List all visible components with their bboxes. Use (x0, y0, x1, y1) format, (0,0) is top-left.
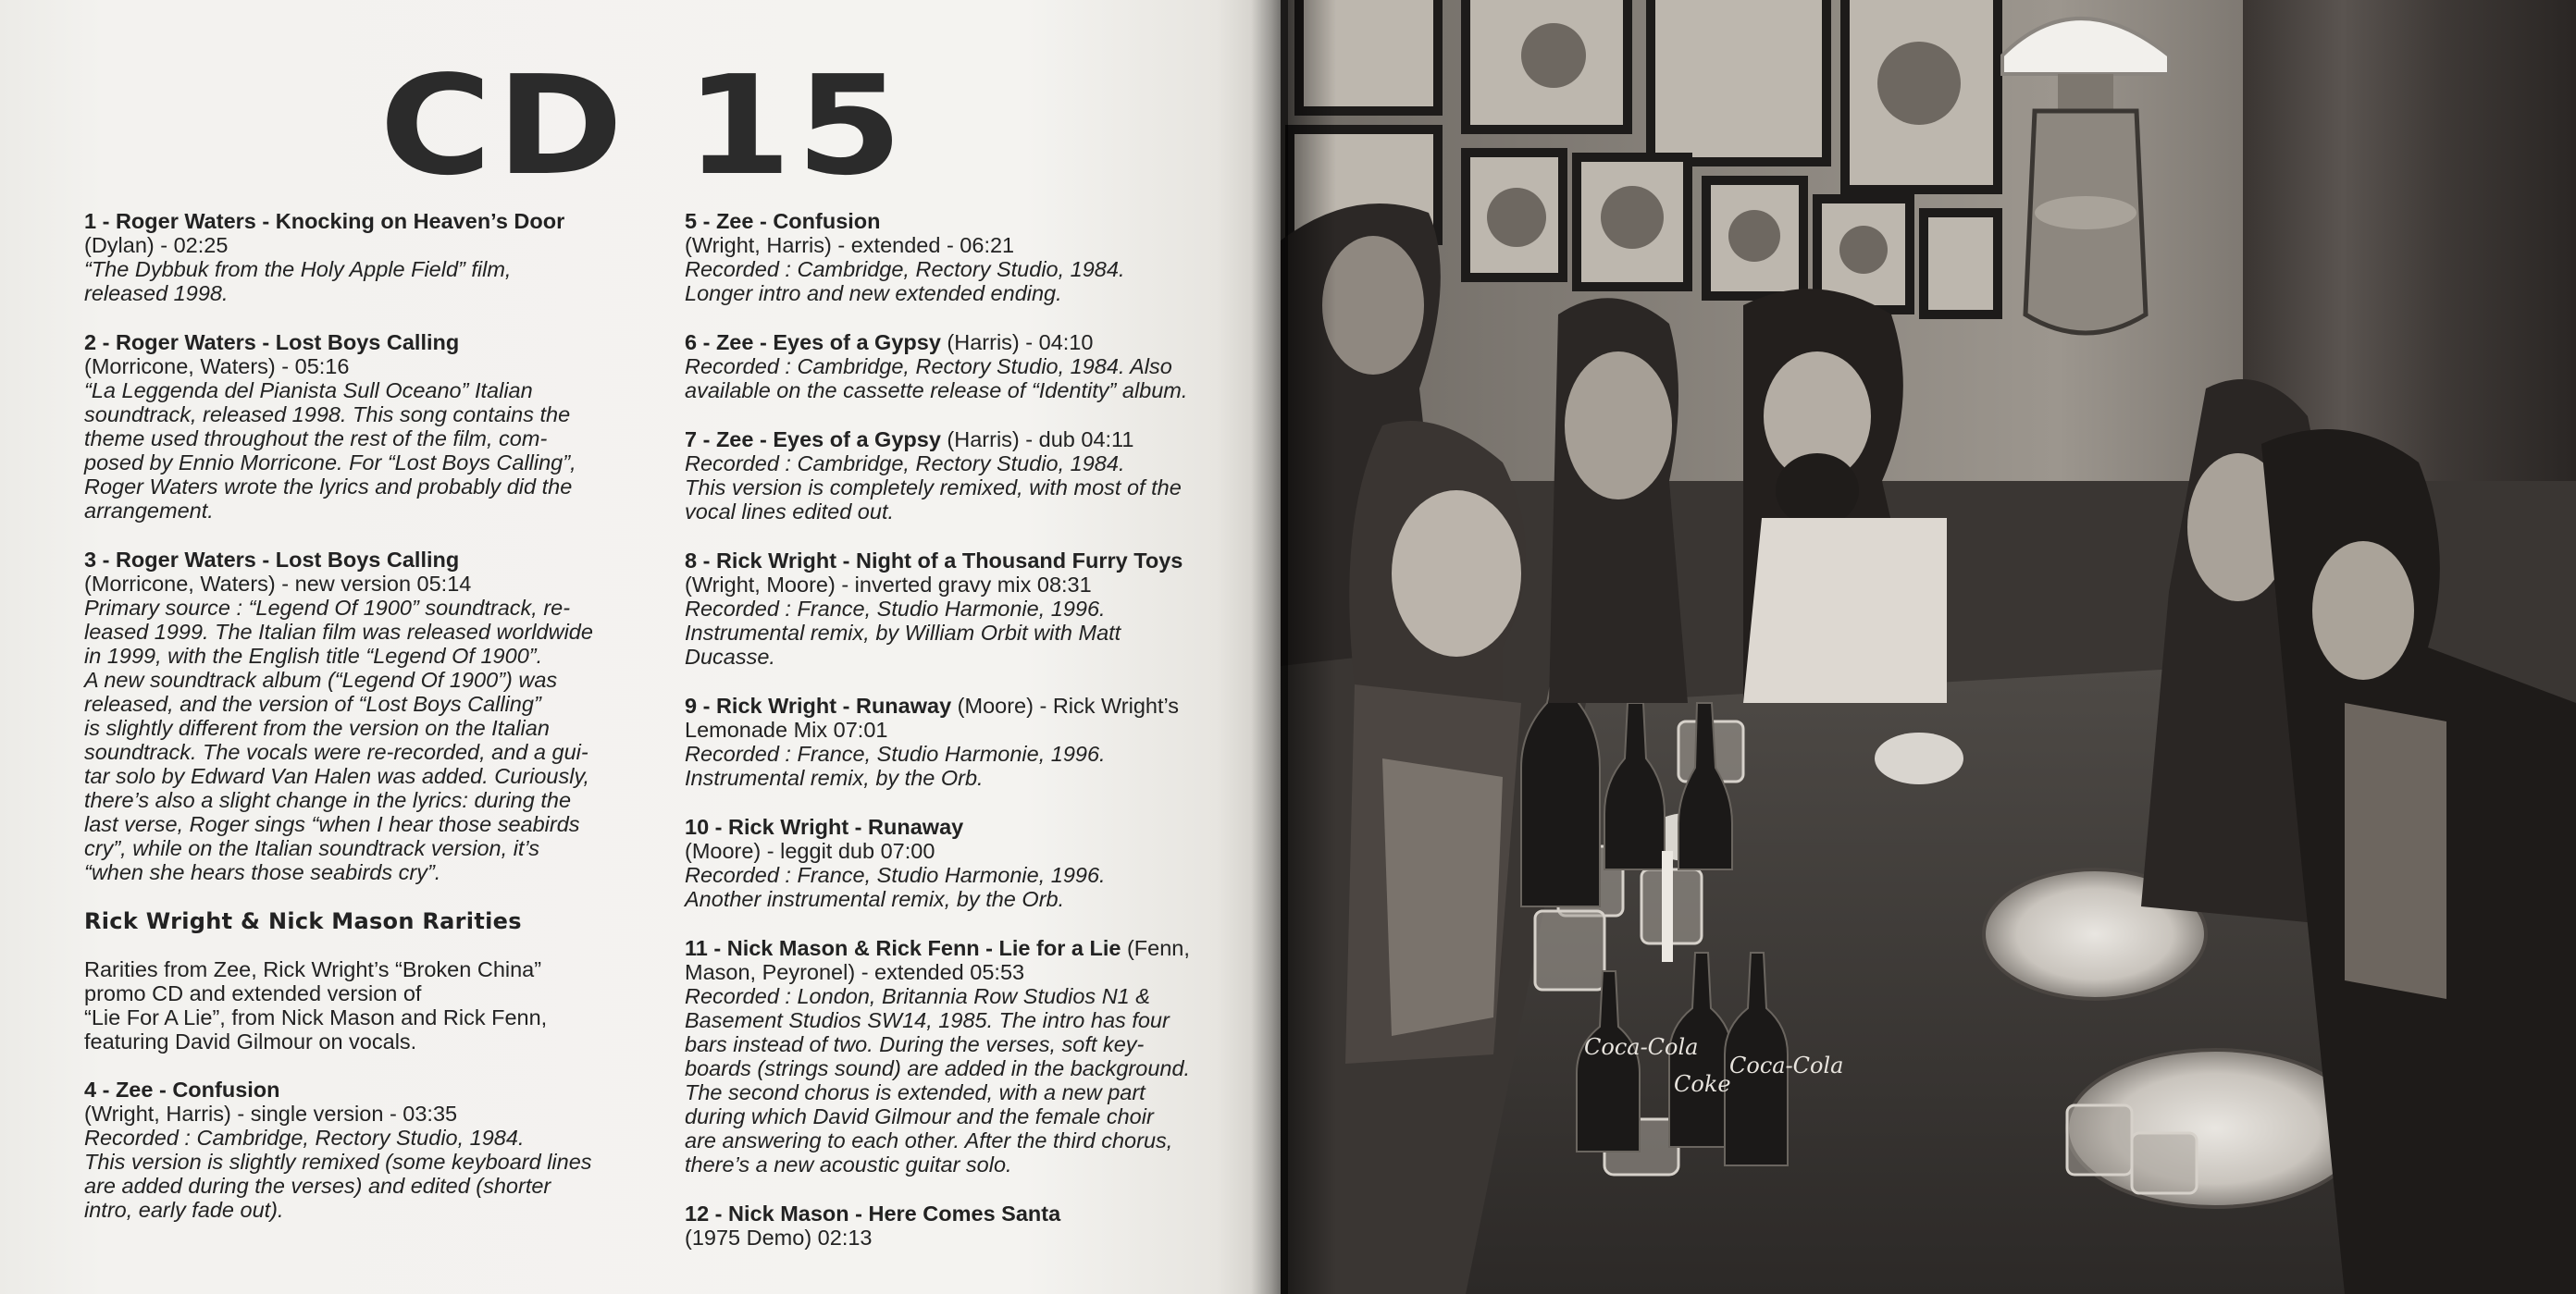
section-heading: Rick Wright & Nick Mason Rarities (84, 908, 522, 934)
track-note: there’s a new acoustic guitar solo. (685, 1152, 1012, 1177)
track-note: The second chorus is extended, with a new part (685, 1080, 1146, 1104)
track-note: bars instead of two. During the verses, soft key- (685, 1032, 1145, 1056)
track-entry (685, 815, 1240, 911)
track-note: are added during the verses) and edited (shorter (84, 1174, 551, 1198)
track-title-line (685, 1202, 1240, 1226)
track-note: Recorded : Cambridge, Rectory Studio, 1984. Also (685, 354, 1172, 378)
track-note: arrangement. (84, 499, 214, 523)
track-note: Roger Waters wrote the lyrics and probably did the (84, 474, 573, 499)
page-title: CD 15 (379, 46, 908, 205)
track-title-line (685, 694, 1240, 718)
track-note: “The Dybbuk from the Holy Apple Field” film, (84, 257, 512, 281)
track-title-line (84, 209, 639, 233)
track-note: are answering to each other. After the third chorus, (685, 1128, 1173, 1152)
track-entry (84, 1078, 639, 1222)
track-note: soundtrack. The vocals were re-recorded, and a gui- (84, 740, 588, 764)
track-note: Ducasse. (685, 645, 775, 669)
track-entry (685, 330, 1240, 402)
track-credits: (Morricone, Waters) - new version 05:14 (84, 572, 472, 596)
track-credits: (1975 Demo) 02:13 (685, 1226, 873, 1250)
track-title-line (685, 330, 1240, 354)
book-spine-shadow (1251, 0, 1288, 1294)
track-credits: (Wright, Moore) - inverted gravy mix 08:31 (685, 573, 1092, 597)
track-title: 1 - Roger Waters - Knocking on Heaven’s Door (84, 209, 565, 233)
section-intro-line: Rarities from Zee, Rick Wright’s “Broken China” (84, 957, 542, 981)
track-note: last verse, Roger sings “when I hear those seabirds (84, 812, 580, 836)
section-intro-line: featuring David Gilmour on vocals. (84, 1029, 417, 1054)
track-note: Recorded : Cambridge, Rectory Studio, 1984. (84, 1126, 525, 1150)
bottle-label: Coke (1674, 1071, 1731, 1097)
track-title-line (685, 209, 1240, 233)
track-note: vocal lines edited out. (685, 499, 895, 524)
track-title: 10 - Rick Wright - Runaway (685, 815, 964, 839)
track-note: Instrumental remix, by William Orbit with Matt (685, 621, 1121, 645)
track-title-line (685, 936, 1240, 960)
track-note: available on the cassette release of “Identity” album. (685, 378, 1188, 402)
track-title: 8 - Rick Wright - Night of a Thousand Furry Toys (685, 548, 1183, 573)
section-intro-line: “Lie For A Lie”, from Nick Mason and Rick Fenn, (84, 1005, 548, 1029)
track-title: 6 - Zee - Eyes of a Gypsy (685, 330, 941, 354)
track-credits: (Fenn, (1121, 936, 1190, 960)
bottle-label: Coca-Cola (1584, 1034, 1699, 1060)
track-title: 4 - Zee - Confusion (84, 1078, 280, 1102)
right-page-photo (1281, 0, 2576, 1294)
track-column-left (84, 209, 639, 1247)
track-note: This version is completely remixed, with most of the (685, 475, 1182, 499)
track-title: 12 - Nick Mason - Here Comes Santa (685, 1202, 1061, 1226)
track-note: soundtrack, released 1998. This song contains the (84, 402, 571, 426)
track-note: Recorded : London, Britannia Row Studios N1 & (685, 984, 1150, 1008)
track-credits: (Moore) - Rick Wright’s (951, 694, 1180, 718)
track-title-line (685, 427, 1240, 451)
track-note: Recorded : France, Studio Harmonie, 1996. (685, 597, 1106, 621)
band-photo (1281, 0, 2576, 1294)
track-note: released 1998. (84, 281, 229, 305)
track-credits: (Wright, Harris) - single version - 03:35 (84, 1102, 458, 1126)
track-entry (685, 427, 1240, 524)
track-note: intro, early fade out). (84, 1198, 284, 1222)
track-entry (685, 694, 1240, 790)
track-credits: (Harris) - dub 04:11 (940, 427, 1134, 451)
track-note: Another instrumental remix, by the Orb. (685, 887, 1065, 911)
track-title: 11 - Nick Mason & Rick Fenn - Lie for a Lie (685, 936, 1121, 960)
track-credits: (Moore) - leggit dub 07:00 (685, 839, 935, 863)
track-title: 5 - Zee - Confusion (685, 209, 881, 233)
track-note: Instrumental remix, by the Orb. (685, 766, 984, 790)
bottle-label: Coca-Cola (1729, 1053, 1844, 1078)
track-note: Recorded : Cambridge, Rectory Studio, 1984. (685, 257, 1125, 281)
track-credits: (Harris) - 04:10 (940, 330, 1094, 354)
track-note: during which David Gilmour and the female choir (685, 1104, 1154, 1128)
track-credits: (Wright, Harris) - extended - 06:21 (685, 233, 1015, 257)
track-title: 3 - Roger Waters - Lost Boys Calling (84, 548, 460, 572)
track-note: cry”, while on the Italian soundtrack version, it’s (84, 836, 539, 860)
track-note: leased 1999. The Italian film was released worldwide (84, 620, 593, 644)
track-note: Primary source : “Legend Of 1900” soundtrack, re- (84, 596, 571, 620)
track-note: “La Leggenda del Pianista Sull Oceano” Italian (84, 378, 533, 402)
track-note: in 1999, with the English title “Legend Of 1900”. (84, 644, 543, 668)
track-credits: (Dylan) - 02:25 (84, 233, 229, 257)
track-title: 9 - Rick Wright - Runaway (685, 694, 952, 718)
track-title-line (84, 1078, 639, 1102)
track-title-line (685, 548, 1240, 573)
track-note: there’s also a slight change in the lyrics: during the (84, 788, 572, 812)
track-note: Longer intro and new extended ending. (685, 281, 1062, 305)
track-note: Recorded : France, Studio Harmonie, 1996. (685, 863, 1106, 887)
track-note: “when she hears those seabirds cry”. (84, 860, 441, 884)
track-note: posed by Ennio Morricone. For “Lost Boys Calling”, (84, 450, 576, 474)
track-title-line (685, 815, 1240, 839)
section-intro (84, 957, 639, 1054)
track-title-line (84, 330, 639, 354)
track-title: 2 - Roger Waters - Lost Boys Calling (84, 330, 460, 354)
track-entry (685, 209, 1240, 305)
track-note: released, and the version of “Lost Boys Calling” (84, 692, 541, 716)
track-credits: (Morricone, Waters) - 05:16 (84, 354, 350, 378)
section-intro-line: promo CD and extended version of (84, 981, 422, 1005)
track-column-right (685, 209, 1240, 1275)
track-entry (84, 548, 639, 884)
track-note: theme used throughout the rest of the film, com- (84, 426, 548, 450)
track-title-line (84, 548, 639, 572)
track-title: 7 - Zee - Eyes of a Gypsy (685, 427, 941, 451)
left-page (0, 0, 1281, 1294)
track-note: This version is slightly remixed (some keyboard lines (84, 1150, 592, 1174)
track-entry (685, 548, 1240, 669)
track-entry (685, 1202, 1240, 1250)
track-note: Recorded : France, Studio Harmonie, 1996. (685, 742, 1106, 766)
track-note: Basement Studios SW14, 1985. The intro has four (685, 1008, 1170, 1032)
track-credits: Mason, Peyronel) - extended 05:53 (685, 960, 1025, 984)
track-note: Recorded : Cambridge, Rectory Studio, 1984. (685, 451, 1125, 475)
track-note: is slightly different from the version on the Italian (84, 716, 550, 740)
track-entry (685, 936, 1240, 1177)
track-credits: Lemonade Mix 07:01 (685, 718, 888, 742)
track-note: tar solo by Edward Van Halen was added. Curiously, (84, 764, 590, 788)
track-note: boards (strings sound) are added in the background. (685, 1056, 1191, 1080)
track-entry (84, 209, 639, 305)
track-note: A new soundtrack album (“Legend Of 1900”) was (84, 668, 558, 692)
track-entry (84, 330, 639, 523)
